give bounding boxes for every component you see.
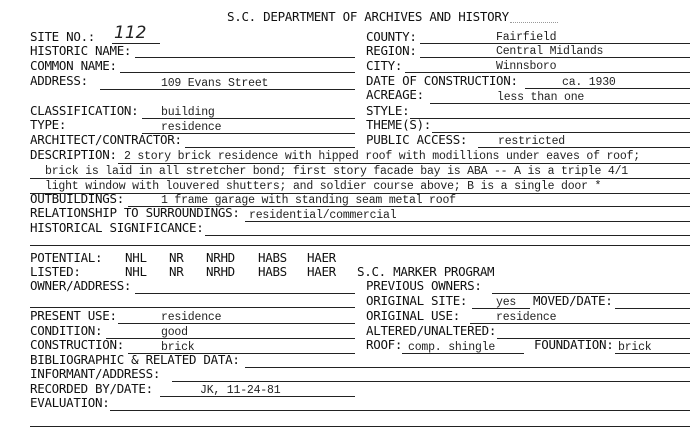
moved-date-label: MOVED/DATE:	[533, 293, 613, 308]
listed-nrhd: NRHD	[206, 264, 235, 279]
address-value: 109 Evans Street	[161, 77, 269, 90]
type-value: residence	[161, 121, 222, 134]
bibliographic-label: BIBLIOGRAPHIC & RELATED DATA:	[30, 352, 240, 367]
outbuildings-value: 1 frame garage with standing seam metal roof	[161, 194, 456, 207]
historical-significance-label: HISTORICAL SIGNIFICANCE:	[30, 220, 204, 235]
county-value: Fairfield	[496, 31, 557, 44]
previous-owners-label: PREVIOUS OWNERS:	[366, 278, 482, 293]
listed-nr: NR	[169, 264, 184, 279]
date-of-construction-value: ca. 1930	[562, 76, 616, 89]
recorded-by-value: JK, 11-24-81	[200, 384, 281, 397]
listed-label: LISTED:	[30, 264, 81, 279]
outbuildings-label: OUTBUILDINGS:	[30, 191, 124, 206]
potential-haer: HAER	[307, 250, 336, 265]
listed-habs: HABS	[258, 264, 287, 279]
condition-label: CONDITION:	[30, 323, 103, 338]
present-use-label: PRESENT USE:	[30, 308, 117, 323]
relationship-value: residential/commercial	[249, 209, 397, 222]
listed-nhl: NHL	[125, 264, 147, 279]
classification-value: building	[161, 106, 215, 119]
listed-haer: HAER	[307, 264, 336, 279]
public-access-value: restricted	[498, 135, 566, 148]
type-label: TYPE:	[30, 117, 67, 132]
themes-label: THEME(S):	[366, 117, 432, 132]
roof-label: ROOF:	[366, 337, 403, 352]
common-name-label: COMMON NAME:	[30, 58, 117, 73]
city-value: Winnsboro	[496, 60, 557, 73]
roof-value: comp. shingle	[408, 341, 496, 354]
construction-value: brick	[161, 341, 195, 354]
original-use-label: ORIGINAL USE:	[366, 308, 460, 323]
recorded-by-label: RECORDED BY/DATE:	[30, 381, 153, 396]
description-line-1: 2 story brick residence with hipped roof with modillions under eaves of roof;	[124, 150, 640, 163]
description-line-3: light window with louvered shutters; and soldier course above; B is a single door *	[45, 180, 602, 193]
potential-habs: HABS	[258, 250, 287, 265]
owner-address-label: OWNER/ADDRESS:	[30, 278, 132, 293]
potential-nhl: NHL	[125, 250, 147, 265]
marker-program-label: S.C. MARKER PROGRAM	[357, 264, 495, 279]
altered-label: ALTERED/UNALTERED:	[366, 323, 497, 338]
classification-label: CLASSIFICATION:	[30, 103, 139, 118]
region-value: Central Midlands	[496, 45, 604, 58]
site-no-value: 112	[114, 23, 147, 43]
historic-name-label: HISTORIC NAME:	[30, 43, 132, 58]
foundation-label: FOUNDATION:	[534, 337, 614, 352]
present-use-value: residence	[161, 311, 222, 324]
informant-label: INFORMANT/ADDRESS:	[30, 366, 161, 381]
condition-value: good	[161, 326, 188, 339]
architect-label: ARCHITECT/CONTRACTOR:	[30, 132, 182, 147]
relationship-label: RELATIONSHIP TO SURROUNDINGS:	[30, 205, 240, 220]
original-use-value: residence	[496, 311, 557, 324]
public-access-label: PUBLIC ACCESS:	[366, 132, 468, 147]
foundation-value: brick	[618, 341, 652, 354]
acreage-value: less than one	[497, 91, 585, 104]
form-title: S.C. DEPARTMENT OF ARCHIVES AND HISTORY	[227, 9, 509, 24]
original-site-label: ORIGINAL SITE:	[366, 293, 468, 308]
potential-label: POTENTIAL:	[30, 250, 103, 265]
style-label: STYLE:	[366, 103, 410, 118]
county-label: COUNTY:	[366, 29, 417, 44]
site-no-label: SITE NO.:	[30, 29, 96, 44]
acreage-label: ACREAGE:	[366, 87, 424, 102]
potential-nr: NR	[169, 250, 184, 265]
region-label: REGION:	[366, 43, 417, 58]
city-label: CITY:	[366, 58, 403, 73]
construction-label: CONSTRUCTION:	[30, 337, 124, 352]
evaluation-label: EVALUATION:	[30, 395, 110, 410]
description-label: DESCRIPTION:	[30, 147, 117, 162]
original-site-value: yes	[496, 296, 517, 309]
address-label: ADDRESS:	[30, 73, 88, 88]
potential-nrhd: NRHD	[206, 250, 235, 265]
description-line-2: brick is laid in all stretcher bond; first story facade bay is ABA -- A is a triple 4/1	[45, 165, 628, 178]
date-of-construction-label: DATE OF CONSTRUCTION:	[366, 73, 518, 88]
